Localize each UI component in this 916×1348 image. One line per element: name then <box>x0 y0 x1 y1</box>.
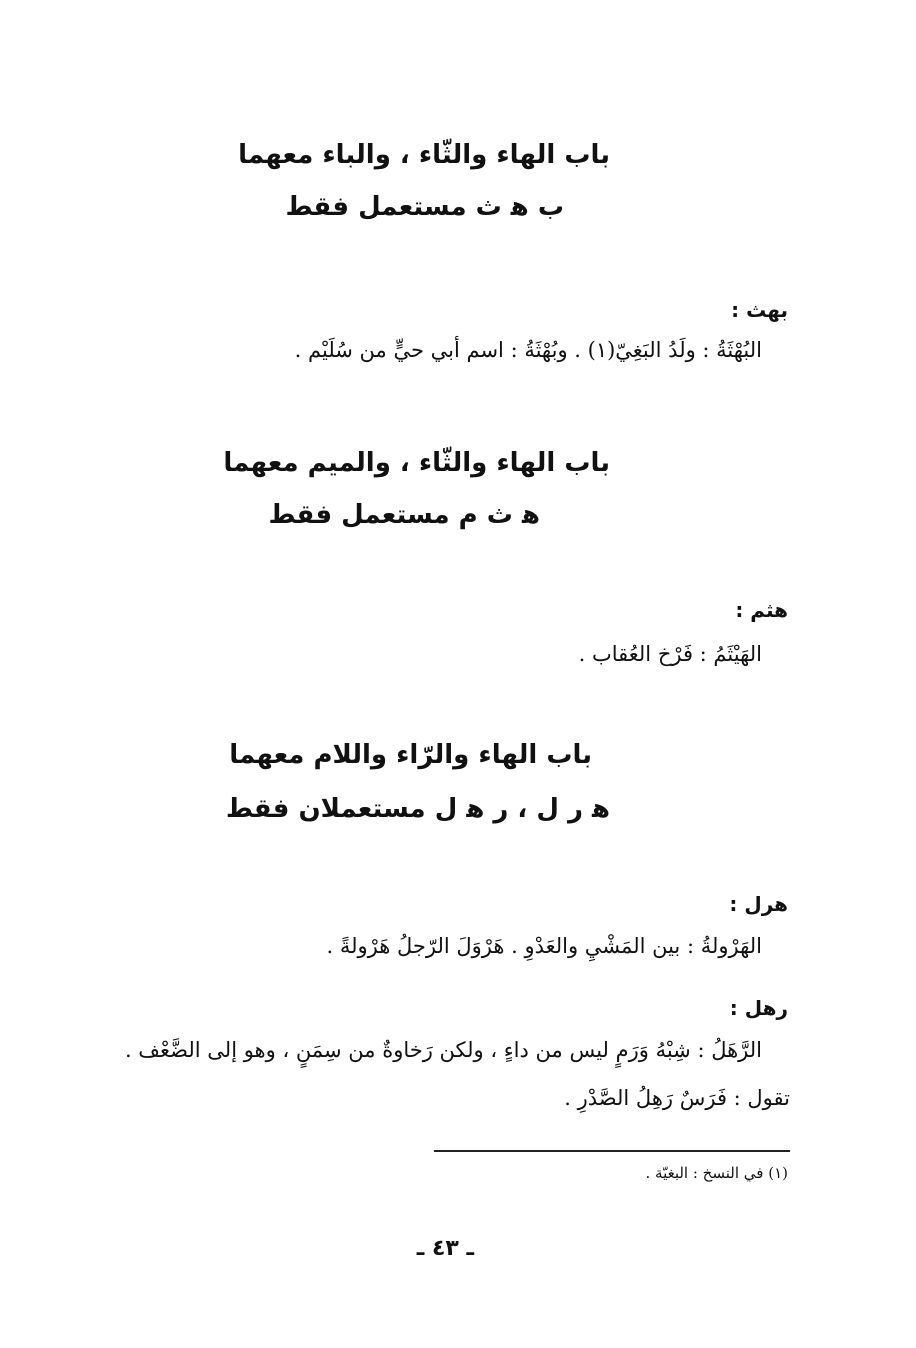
section-heading: باب الهاء والرّاء واللام معهما <box>229 740 592 770</box>
entry-text: الهَرْولةُ : بين المَشْيِ والعَدْوِ . هَرْوَلَ الرّجلُ هَرْولةً . <box>326 934 762 958</box>
footnote-rule <box>434 1150 790 1152</box>
section-heading: باب الهاء والثّاء ، والباء معهما <box>238 140 610 170</box>
page-number: ـ ٤٣ ـ <box>416 1236 474 1261</box>
footnote: (١) في النسخ : البغيّة . <box>645 1164 788 1182</box>
entry-root: هرل : <box>729 892 788 916</box>
section-subheading: ﻫ ر ل ، ر ﻫ ل مستعملان فقط <box>225 794 610 824</box>
entry-text: تقول : فَرَسٌ رَهِلُ الصَّدْرِ . <box>564 1086 790 1110</box>
entry-root: بهث : <box>731 298 788 322</box>
entry-root: رهل : <box>729 996 788 1020</box>
section-subheading: ب ﻫ ث مستعمل فقط <box>285 192 564 222</box>
entry-text: الرَّهَلُ : شِبْهُ وَرَمٍ ليس من داءٍ ، ولكن رَخاوةٌ من سِمَنٍ ، وهو إلى الضَّعْف . <box>124 1038 762 1062</box>
entry-text: الهَيْثَمُ : فَرْخ العُقاب . <box>578 642 762 666</box>
section-heading: باب الهاء والثّاء ، والميم معهما <box>223 448 610 478</box>
entry-root: هثم : <box>735 598 788 622</box>
entry-text: البُهْثَةُ : ولَدُ البَغِيّ(١) . وبُهْثَةُ : اسم أبي حيٍّ من سُلَيْم . <box>294 338 762 362</box>
section-subheading: ﻫ ث م مستعمل فقط <box>268 500 540 530</box>
